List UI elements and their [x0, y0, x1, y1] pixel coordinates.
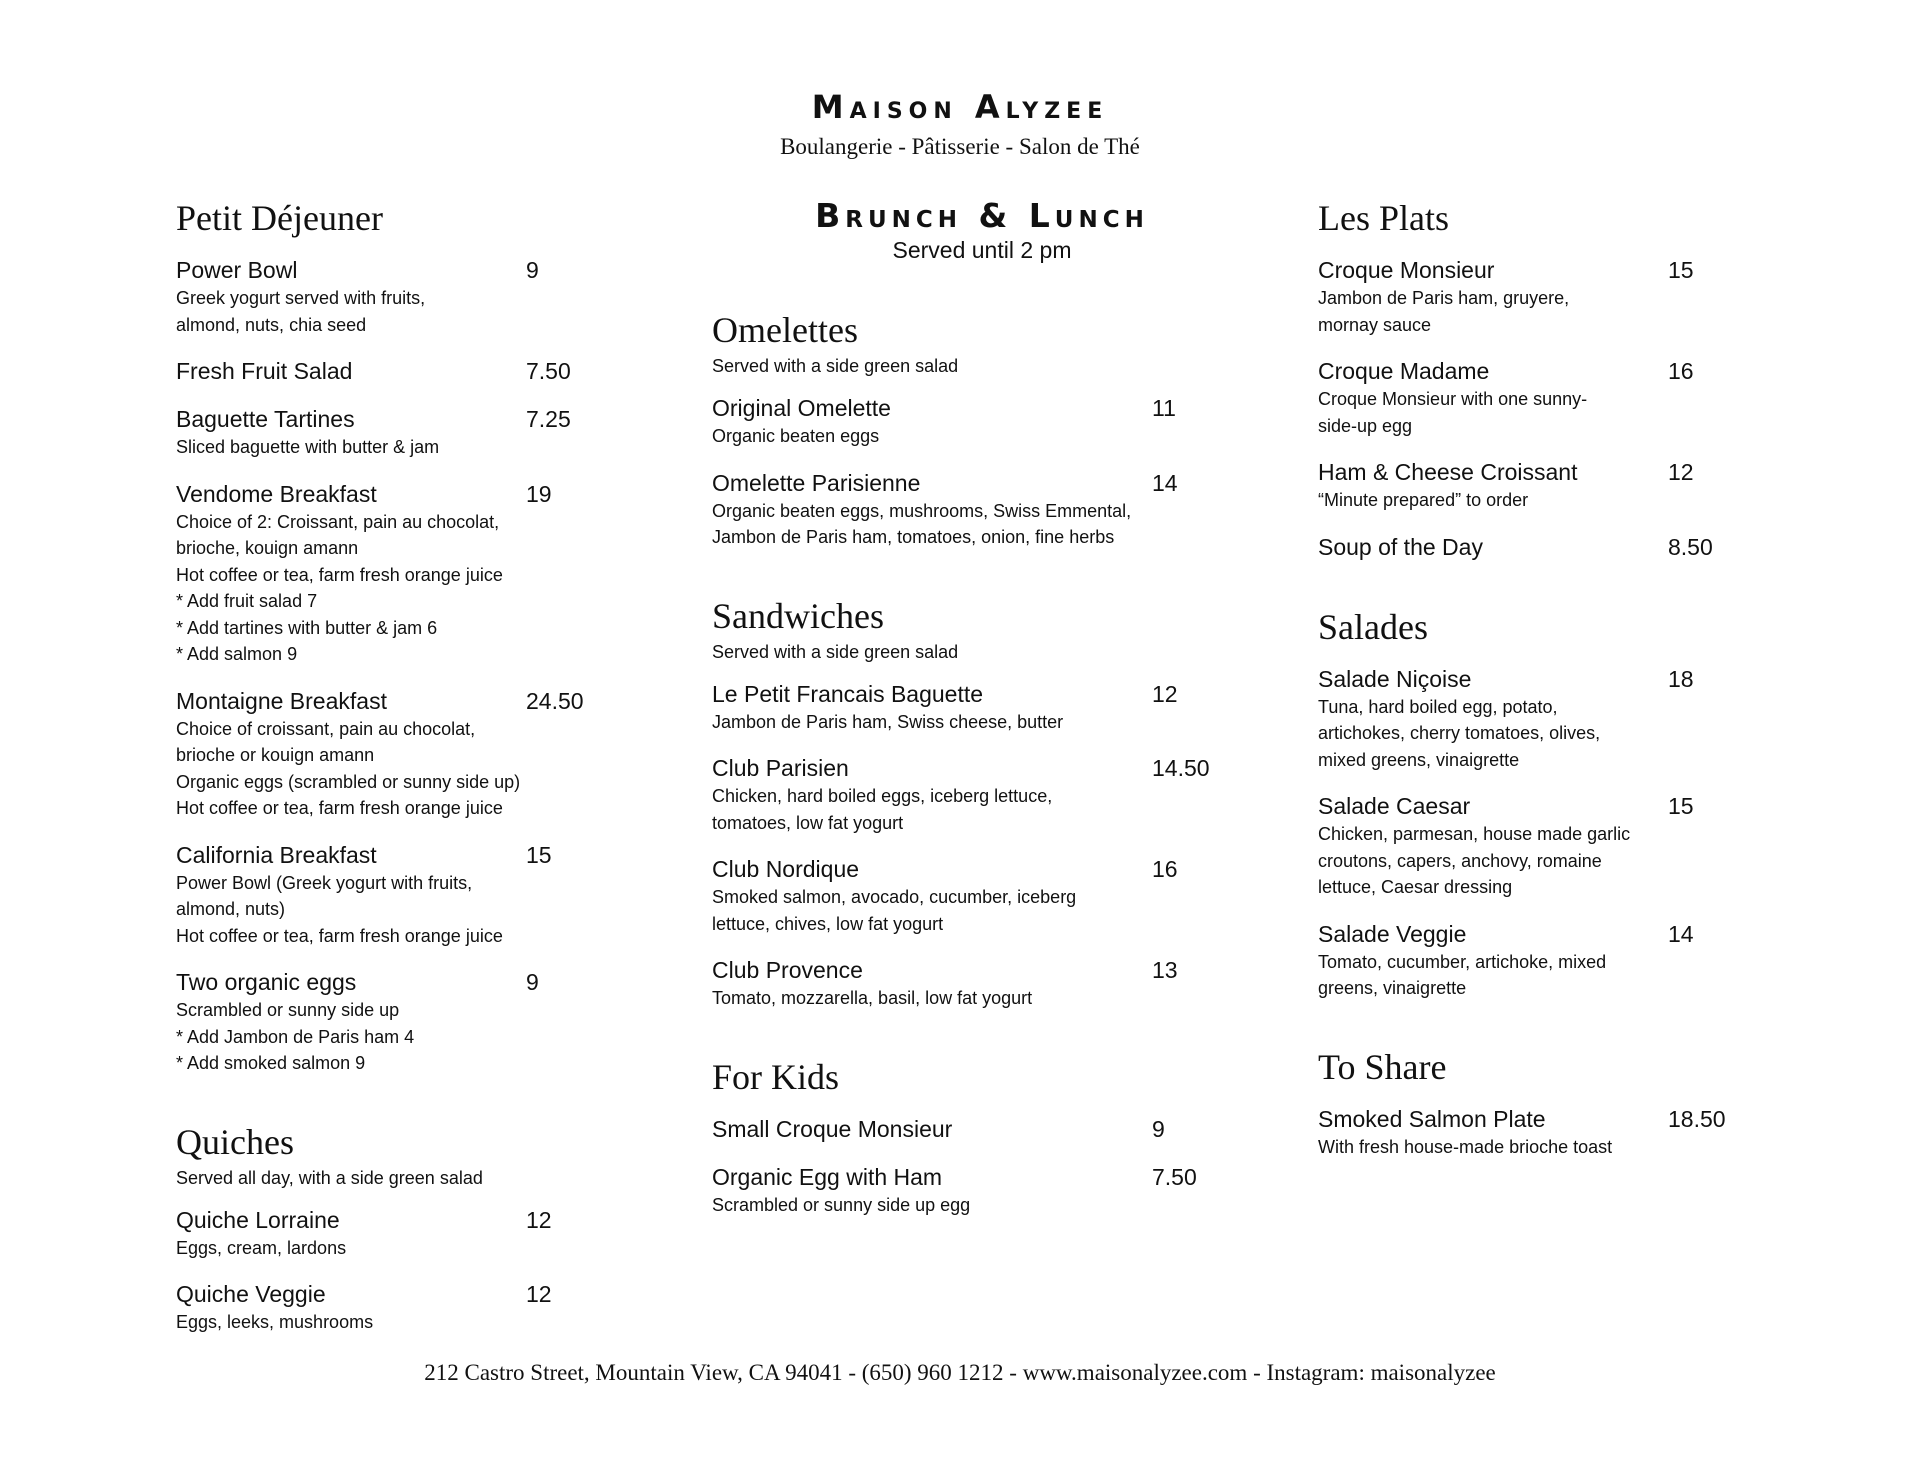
menu-item — [712, 1163, 1252, 1218]
menu-item-description: greens, vinaigrette — [1318, 978, 1467, 998]
menu-item-price: 24.50 — [526, 687, 584, 714]
menu-item-price: 11 — [1152, 395, 1176, 421]
menu-item-description: Organic eggs (scrambled or sunny side up) — [176, 771, 521, 792]
left-column — [176, 196, 636, 1379]
menu-item-header — [176, 1206, 636, 1234]
menu-item-description: With fresh house-made brioche toast — [1318, 1136, 1613, 1157]
menu-item-price: 14 — [1152, 469, 1178, 496]
menu-item — [176, 357, 636, 385]
menu-item-price: 19 — [526, 480, 552, 507]
menu-item-name: Club Parisien — [712, 755, 849, 781]
menu-item-header — [712, 754, 1252, 782]
menu-item-description: * Add tartines with butter & jam 6 — [176, 617, 438, 638]
menu-item-header — [176, 256, 636, 284]
menu-item-price: 15 — [526, 841, 552, 868]
menu-item — [712, 469, 1252, 550]
menu-item-description: Hot coffee or tea, farm fresh orange juice — [176, 925, 503, 946]
menu-item-description: * Add salmon 9 — [176, 644, 298, 664]
menu-item-price: 7.25 — [526, 406, 571, 432]
menu-item-name: Quiche Lorraine — [176, 1206, 340, 1233]
menu-item-description: lettuce, chives, low fat yogurt — [712, 913, 944, 934]
menu-item-name: Montaigne Breakfast — [176, 687, 387, 714]
brunch-title: Brunch & Lunch — [815, 196, 1149, 235]
menu-item-header — [1318, 920, 1858, 948]
menu-item — [712, 855, 1252, 936]
section-title: Petit Déjeuner — [176, 198, 383, 238]
menu-item-price: 16 — [1152, 856, 1178, 882]
menu-item-description: lettuce, Caesar dressing — [1318, 877, 1513, 897]
menu-item — [176, 405, 636, 460]
menu-item-header — [1318, 792, 1858, 820]
menu-item-price: 12 — [526, 1281, 552, 1307]
menu-item-description: Hot coffee or tea, farm fresh orange juice — [176, 564, 503, 585]
menu-item-name: Croque Monsieur — [1318, 257, 1495, 283]
menu-section — [1318, 1045, 1858, 1160]
brand-tagline: Boulangerie - Pâtisserie - Salon de Thé — [780, 134, 1140, 159]
menu-item — [1318, 1105, 1858, 1160]
menu-item-header — [176, 405, 636, 433]
menu-item — [712, 754, 1252, 835]
menu-item-price: 9 — [1152, 1115, 1165, 1142]
menu-item-header — [176, 841, 636, 869]
menu-item-description: Jambon de Paris ham, Swiss cheese, butter — [712, 711, 1064, 732]
menu-item-price: 18 — [1668, 665, 1694, 692]
menu-item-header — [712, 394, 1252, 422]
menu-item — [1318, 792, 1858, 900]
menu-section — [712, 1055, 1252, 1218]
menu-item-name: Small Croque Monsieur — [712, 1115, 953, 1142]
menu-item-name: Ham & Cheese Croissant — [1318, 459, 1578, 485]
menu-item — [1318, 458, 1858, 513]
menu-item-description: Eggs, cream, lardons — [176, 1237, 347, 1258]
menu-item-price: 12 — [1668, 459, 1694, 485]
menu-item-description: almond, nuts, chia seed — [176, 314, 367, 335]
menu-item — [712, 956, 1252, 1011]
menu-item-header — [712, 956, 1252, 984]
menu-item-name: Croque Madame — [1318, 358, 1490, 384]
menu-item-description: Organic beaten eggs — [712, 426, 880, 446]
section-title: Sandwiches — [712, 595, 884, 636]
menu-items-list — [1318, 1105, 1858, 1160]
menu-item-header — [176, 1280, 636, 1308]
brunch-subtitle: Served until 2 pm — [892, 237, 1072, 263]
menu-section — [176, 1120, 636, 1335]
menu-item — [712, 680, 1252, 735]
menu-item-header — [1318, 533, 1858, 561]
menu-item-name: Salade Veggie — [1318, 920, 1467, 947]
menu-item-description: * Add Jambon de Paris ham 4 — [176, 1026, 415, 1047]
section-title: Salades — [1318, 606, 1428, 647]
menu-item-price: 13 — [1152, 957, 1178, 983]
section-title: Les Plats — [1318, 198, 1449, 238]
menu-item — [1318, 357, 1858, 438]
menu-item-description: Hot coffee or tea, farm fresh orange juice — [176, 798, 503, 818]
menu-item-header — [1318, 256, 1858, 284]
menu-section — [712, 308, 1252, 550]
menu-item-name: Two organic eggs — [176, 969, 357, 995]
brand-title: Maison Alyzee — [811, 88, 1109, 126]
menu-item-header — [712, 855, 1252, 883]
menu-items-list — [1318, 665, 1858, 1001]
menu-item-price: 15 — [1668, 257, 1694, 283]
menu-item-name: Le Petit Francais Baguette — [712, 680, 984, 707]
menu-item-header — [176, 968, 636, 996]
menu-item-header — [1318, 665, 1858, 693]
menu-item-description: Tomato, cucumber, artichoke, mixed — [1318, 951, 1607, 972]
menu-item-price: 14 — [1668, 920, 1694, 947]
menu-item-description: Tomato, mozzarella, basil, low fat yogurt — [712, 988, 1033, 1008]
menu-item-description: croutons, capers, anchovy, romaine — [1318, 850, 1602, 871]
menu-item-header — [1318, 357, 1858, 385]
menu-item-description: Jambon de Paris ham, tomatoes, onion, fine herbs — [712, 527, 1115, 547]
menu-item-description: Tuna, hard boiled egg, potato, — [1318, 696, 1558, 717]
menu-item-description: tomatoes, low fat yogurt — [712, 812, 904, 833]
menu-section — [1318, 605, 1858, 1001]
menu-items-list — [176, 1206, 636, 1335]
menu-item-header — [176, 480, 636, 508]
menu-item-price: 16 — [1668, 358, 1694, 384]
menu-item-price: 15 — [1668, 793, 1694, 819]
menu-items-list — [712, 394, 1252, 550]
menu-item — [1318, 920, 1858, 1001]
menu-item-price: 9 — [526, 257, 539, 283]
menu-item-name: Soup of the Day — [1318, 533, 1483, 560]
menu-item — [176, 687, 636, 821]
menu-item-price: 7.50 — [526, 358, 571, 384]
menu-item-name: Club Nordique — [712, 856, 860, 882]
menu-item-name: California Breakfast — [176, 841, 377, 868]
menu-item-price: 7.50 — [1152, 1163, 1197, 1190]
menu-item-description: Choice of croissant, pain au chocolat, — [176, 718, 476, 739]
menu-item-header — [176, 687, 636, 715]
menu-item-name: Vendome Breakfast — [176, 480, 377, 507]
menu-item-name: Quiche Veggie — [176, 1281, 326, 1307]
menu-item-description: side-up egg — [1318, 415, 1413, 436]
menu-item-description: almond, nuts) — [176, 899, 286, 919]
menu-item-description: Smoked salmon, avocado, cucumber, iceberg — [712, 887, 1077, 907]
menu-item-price: 8.50 — [1668, 533, 1713, 560]
menu-section — [1318, 196, 1858, 561]
menu-section — [176, 196, 636, 1076]
menu-item — [176, 1280, 636, 1335]
menu-item-description: artichokes, cherry tomatoes, olives, — [1318, 723, 1601, 743]
menu-items-list — [176, 256, 636, 1076]
menu-item-description: Choice of 2: Croissant, pain au chocolat, — [176, 511, 500, 532]
menu-section — [712, 594, 1252, 1011]
menu-items-list — [1318, 256, 1858, 561]
menu-item-name: Original Omelette — [712, 395, 891, 421]
menu-item — [712, 394, 1252, 449]
middle-column — [712, 196, 1252, 1261]
menu-item-header — [712, 469, 1252, 497]
menu-item-header — [712, 680, 1252, 708]
menu-item-header — [1318, 458, 1858, 486]
menu-item-header — [1318, 1105, 1858, 1133]
menu-item-description: mornay sauce — [1318, 314, 1432, 335]
footer-contact: 212 Castro Street, Mountain View, CA 94041 - (650) 960 1212 - www.maisonalyzee.com - Instagram: maisonalyzee — [424, 1360, 1496, 1385]
menu-item-description: “Minute prepared” to order — [1318, 490, 1529, 510]
menu-item-description: brioche, kouign amann — [176, 538, 359, 558]
section-title: Quiches — [176, 1121, 294, 1162]
menu-item-description: * Add fruit salad 7 — [176, 591, 318, 611]
menu-item — [176, 480, 636, 667]
menu-item — [176, 1206, 636, 1261]
menu-item-price: 12 — [526, 1206, 552, 1233]
menu-item — [176, 841, 636, 949]
right-column — [1318, 196, 1858, 1203]
section-title: To Share — [1318, 1046, 1447, 1087]
menu-item-name: Baguette Tartines — [176, 406, 355, 432]
menu-item — [1318, 533, 1858, 561]
menu-items-list — [712, 680, 1252, 1011]
menu-items-list — [712, 1115, 1252, 1218]
menu-item-description: brioche or kouign amann — [176, 745, 375, 765]
menu-item-name: Salade Niçoise — [1318, 665, 1472, 692]
menu-item-price: 12 — [1152, 680, 1178, 707]
menu-item — [176, 968, 636, 1076]
menu-item-header — [712, 1163, 1252, 1191]
menu-item-description: Organic beaten eggs, mushrooms, Swiss Emmental, — [712, 500, 1132, 521]
menu-item-price: 9 — [526, 969, 539, 995]
menu-item-description: Chicken, parmesan, house made garlic — [1318, 824, 1631, 844]
menu-item-header — [712, 1115, 1252, 1143]
menu-item-name: Fresh Fruit Salad — [176, 358, 353, 384]
menu-item — [1318, 665, 1858, 773]
menu-item-description: Power Bowl (Greek yogurt with fruits, — [176, 872, 473, 893]
menu-item-description: Chicken, hard boiled eggs, iceberg lettuce, — [712, 786, 1053, 806]
menu-item-description: Sliced baguette with butter & jam — [176, 437, 440, 457]
menu-item-name: Salade Caesar — [1318, 793, 1471, 819]
menu-item — [176, 256, 636, 337]
menu-item — [1318, 256, 1858, 337]
menu-item-name: Omelette Parisienne — [712, 469, 921, 496]
menu-item — [712, 1115, 1252, 1143]
menu-item-description: mixed greens, vinaigrette — [1318, 749, 1520, 770]
menu-item-name: Club Provence — [712, 957, 863, 983]
menu-item-price: 18.50 — [1668, 1105, 1726, 1132]
menu-item-description: Croque Monsieur with one sunny- — [1318, 389, 1588, 409]
menu-item-header — [176, 357, 636, 385]
menu-item-description: Jambon de Paris ham, gruyere, — [1318, 288, 1570, 308]
menu-item-name: Smoked Salmon Plate — [1318, 1105, 1546, 1132]
section-title: For Kids — [712, 1056, 840, 1097]
menu-item-description: Scrambled or sunny side up — [176, 1000, 400, 1020]
menu-item-description: Greek yogurt served with fruits, — [176, 288, 426, 308]
menu-item-description: * Add smoked salmon 9 — [176, 1053, 366, 1073]
section-title: Omelettes — [712, 310, 858, 350]
section-subtitle: Served with a side green salad — [712, 356, 959, 376]
menu-item-price: 14.50 — [1152, 755, 1210, 781]
menu-item-name: Power Bowl — [176, 257, 298, 283]
menu-item-description: Scrambled or sunny side up egg — [712, 1194, 971, 1215]
section-subtitle: Served with a side green salad — [712, 641, 959, 662]
menu-item-name: Organic Egg with Ham — [712, 1163, 943, 1190]
menu-item-description: Eggs, leeks, mushrooms — [176, 1312, 374, 1332]
section-subtitle: Served all day, with a side green salad — [176, 1167, 483, 1188]
